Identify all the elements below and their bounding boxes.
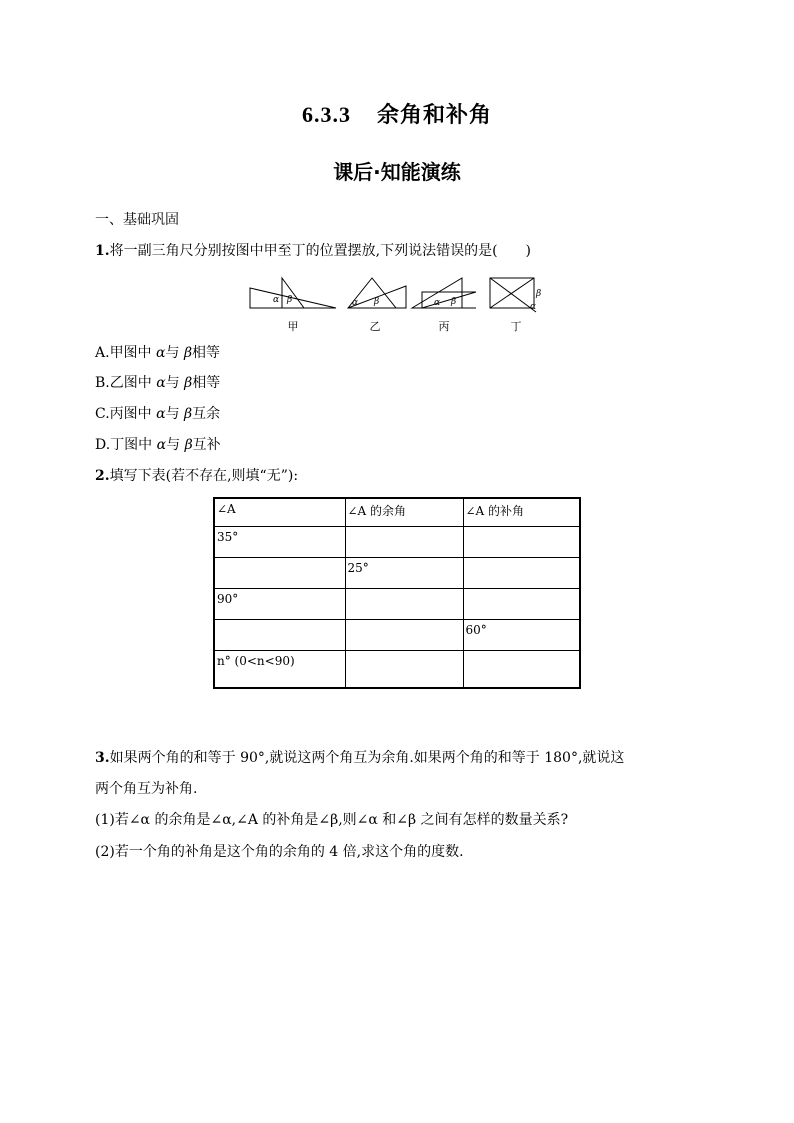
option-a-post: 相等 bbox=[192, 345, 221, 361]
figure-label-yi: 乙 bbox=[369, 320, 381, 333]
table-cell[interactable] bbox=[345, 619, 463, 650]
option-b-mid: 与 bbox=[165, 375, 185, 391]
question-1-text: 将一副三角尺分别按图中甲至丁的位置摆放,下列说法错误的是( ) bbox=[109, 243, 531, 259]
option-b bbox=[95, 373, 220, 393]
question-2-text: 填写下表(若不存在,则填“无”): bbox=[109, 468, 299, 484]
option-b-letter: B. bbox=[95, 375, 110, 391]
table-row bbox=[214, 619, 580, 650]
table-cell[interactable] bbox=[345, 526, 463, 557]
option-b-post: 相等 bbox=[192, 375, 221, 391]
option-b-alpha: α bbox=[156, 375, 166, 391]
table-cell[interactable] bbox=[463, 588, 580, 619]
figure-bing bbox=[412, 278, 476, 308]
table-cell[interactable] bbox=[345, 588, 463, 619]
beta-label-jia: β bbox=[287, 295, 293, 305]
question-3-line-2: 两个角互为补角. bbox=[95, 781, 198, 797]
angle-table bbox=[213, 497, 581, 689]
table-row bbox=[214, 588, 580, 619]
option-a-mid: 与 bbox=[165, 345, 184, 361]
question-2-number: 2. bbox=[95, 468, 110, 484]
question-3-line-1 bbox=[95, 748, 624, 768]
table-cell[interactable] bbox=[463, 650, 580, 688]
table-cell[interactable]: n° (0<n<90) bbox=[214, 650, 345, 688]
table-cell[interactable]: 25° bbox=[345, 557, 463, 588]
section-heading: 一、基础巩固 bbox=[95, 212, 179, 228]
table-cell[interactable]: 60° bbox=[463, 619, 580, 650]
option-d-beta: β bbox=[184, 437, 193, 453]
option-a bbox=[95, 343, 220, 363]
alpha-label-jia: α bbox=[273, 295, 280, 305]
option-b-pre: 乙图中 bbox=[109, 375, 157, 391]
title-number: 6.3.3 bbox=[302, 102, 351, 127]
option-c bbox=[95, 404, 220, 424]
figure-label-bing: 丙 bbox=[438, 320, 450, 333]
figure-jia bbox=[250, 278, 336, 308]
alpha-label-bing: α bbox=[434, 298, 441, 308]
table-cell[interactable] bbox=[214, 557, 345, 588]
option-c-post: 互余 bbox=[192, 406, 221, 422]
option-d bbox=[95, 435, 221, 455]
alpha-label-yi: α bbox=[352, 298, 359, 308]
table-header-cell: ∠A 的余角 bbox=[345, 498, 463, 526]
option-c-alpha: α bbox=[156, 406, 166, 422]
title-text: 余角和补角 bbox=[376, 103, 492, 128]
table-row bbox=[214, 526, 580, 557]
page-subtitle: 课后·知能演练 bbox=[333, 160, 461, 184]
table-cell[interactable] bbox=[214, 619, 345, 650]
option-c-mid: 与 bbox=[165, 406, 185, 422]
table-cell[interactable] bbox=[463, 557, 580, 588]
table-header-cell: ∠A bbox=[214, 498, 345, 526]
beta-label-yi: β bbox=[374, 297, 380, 307]
option-c-pre: 丙图中 bbox=[109, 406, 157, 422]
option-d-mid: 与 bbox=[166, 437, 185, 453]
question-1-number: 1. bbox=[95, 243, 110, 259]
table-cell[interactable]: 35° bbox=[214, 526, 345, 557]
figure-label-jia: 甲 bbox=[287, 320, 299, 333]
question-3-part-1: (1)若∠α 的余角是∠α,∠A 的补角是∠β,则∠α 和∠β 之间有怎样的数量关系? bbox=[95, 812, 569, 828]
option-d-post: 互补 bbox=[192, 437, 221, 453]
option-b-beta: β bbox=[184, 375, 193, 391]
alpha-label-ding: α bbox=[530, 302, 537, 312]
option-a-alpha: α bbox=[156, 345, 166, 361]
beta-label-bing: β bbox=[451, 297, 457, 307]
option-a-pre: 甲图中 bbox=[109, 345, 157, 361]
table-row bbox=[214, 650, 580, 688]
question-3-number: 3. bbox=[95, 750, 110, 766]
table-cell[interactable] bbox=[463, 526, 580, 557]
option-c-beta: β bbox=[184, 406, 193, 422]
question-3-text: 如果两个角的和等于 90°,就说这两个角互为余角.如果两个角的和等于 180°,就说这 bbox=[109, 750, 625, 766]
table-header-row bbox=[214, 498, 580, 526]
option-a-beta: β bbox=[183, 345, 193, 361]
question-2 bbox=[95, 466, 298, 486]
question-1 bbox=[95, 241, 531, 261]
page-title bbox=[0, 98, 794, 129]
question-3-part-2: (2)若一个角的补角是这个角的余角的 4 倍,求这个角的度数. bbox=[95, 844, 464, 860]
table-cell[interactable] bbox=[345, 650, 463, 688]
option-d-letter: D. bbox=[95, 437, 111, 453]
beta-label-ding: β bbox=[536, 289, 542, 299]
table-cell[interactable]: 90° bbox=[214, 588, 345, 619]
option-a-letter: A. bbox=[95, 345, 110, 361]
table-header-cell: ∠A 的补角 bbox=[463, 498, 580, 526]
option-d-alpha: α bbox=[156, 437, 167, 453]
option-c-letter: C. bbox=[95, 406, 110, 422]
figure-label-ding: 丁 bbox=[510, 320, 522, 333]
option-d-pre: 丁图中 bbox=[110, 437, 157, 453]
table-row bbox=[214, 557, 580, 588]
triangle-figures bbox=[246, 272, 556, 334]
